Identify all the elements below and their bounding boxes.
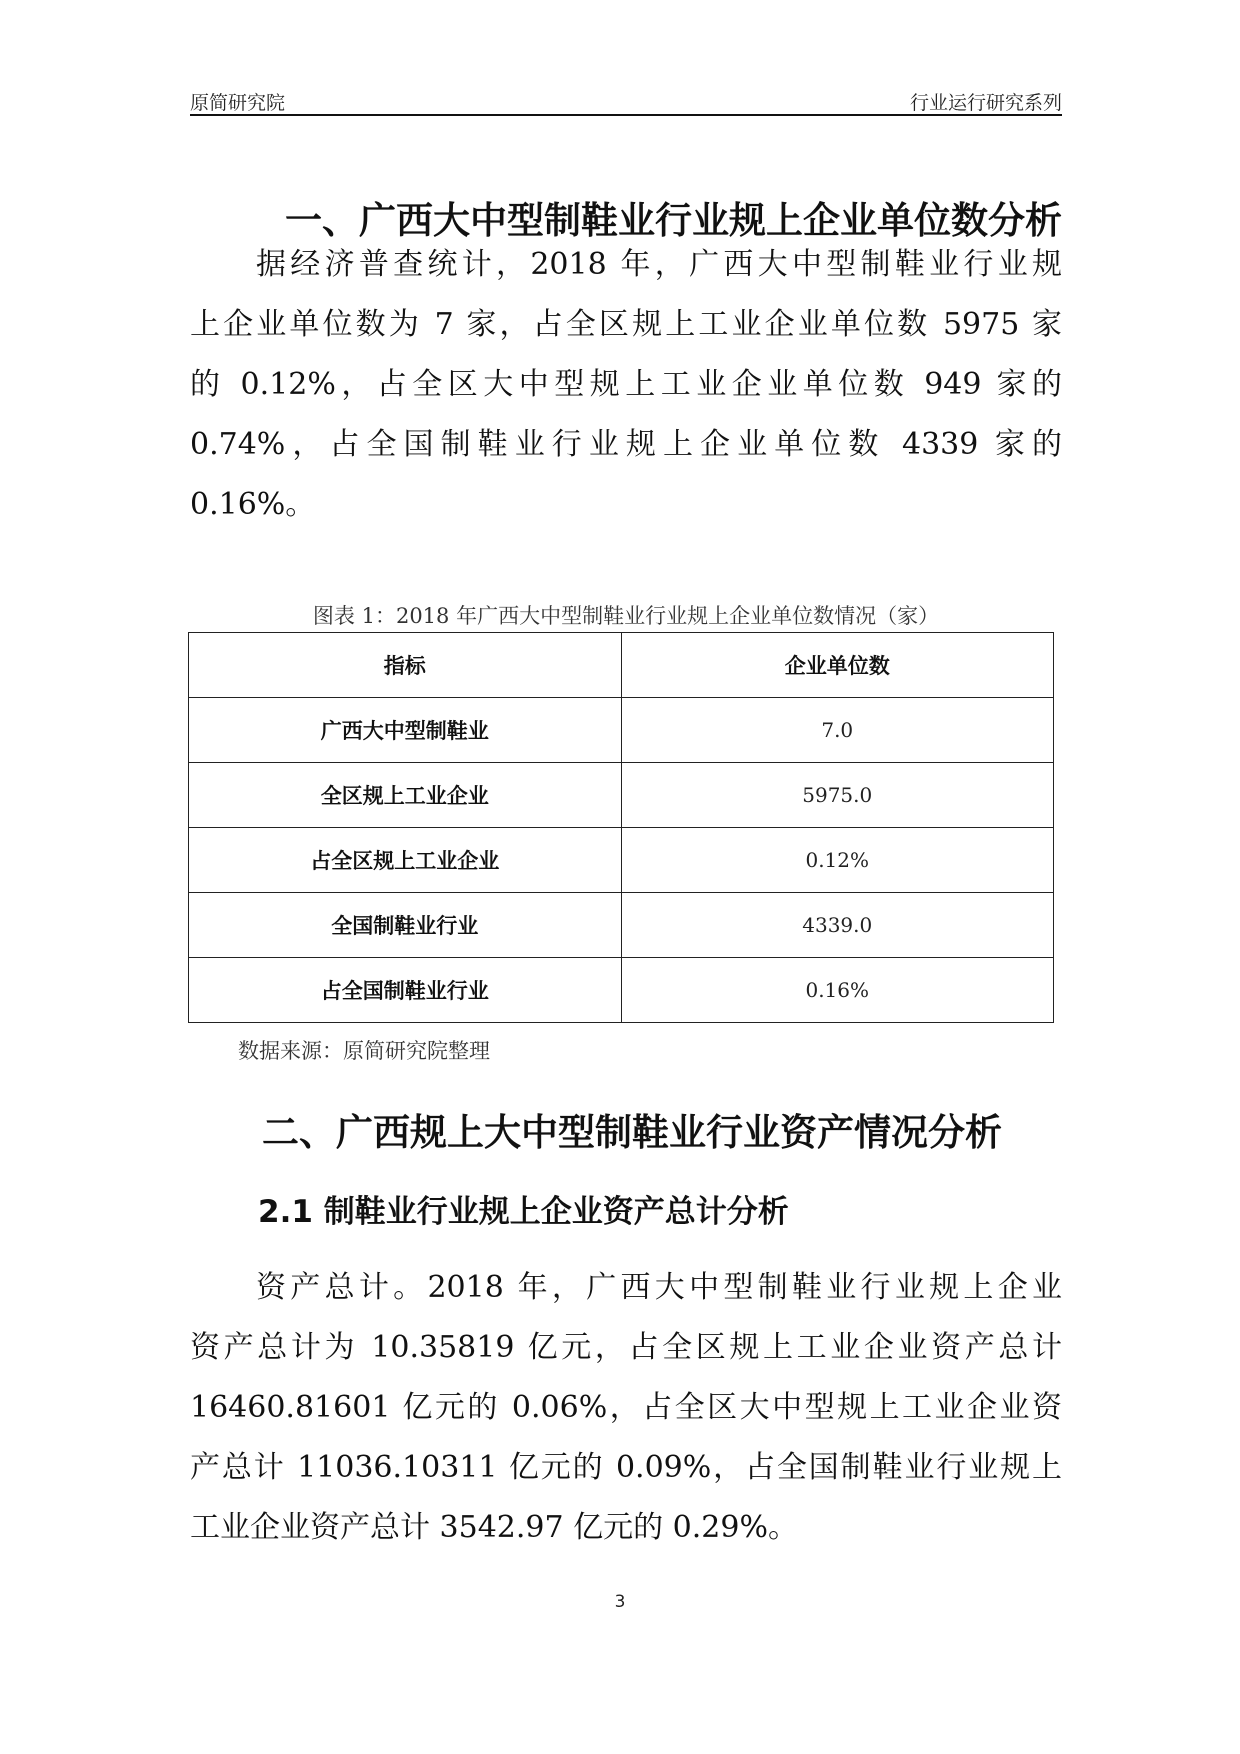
header-org-name: 原简研究院	[190, 92, 286, 114]
table-row	[189, 698, 1054, 763]
table-row-value: 0.12%	[621, 828, 1054, 893]
header-divider	[190, 114, 1062, 116]
page-header	[190, 86, 1062, 116]
table-row-value: 4339.0	[621, 893, 1054, 958]
table-row	[189, 893, 1054, 958]
section2-paragraph-line: 资产总计。2018 年，广西大中型制鞋业行业规上企业	[256, 1270, 1062, 1305]
section2-paragraph-line: 工业企业资产总计 3542.97 亿元的 0.29%。	[190, 1510, 798, 1545]
section2-subtitle: 2.1 制鞋业行业规上企业资产总计分析	[258, 1194, 789, 1230]
section2-title: 二、广西规上大中型制鞋业行业资产情况分析	[262, 1111, 1002, 1154]
section2-paragraph-line: 16460.81601 亿元的 0.06%，占全区大中型规上工业企业资	[190, 1390, 1062, 1425]
section1-title: 一、广西大中型制鞋业行业规上企业单位数分析	[285, 199, 1062, 242]
table-row-label: 占全国制鞋业行业	[189, 958, 622, 1023]
table-row-label: 广西大中型制鞋业	[189, 698, 622, 763]
table-header-row	[189, 633, 1054, 698]
table-row-value: 7.0	[621, 698, 1054, 763]
table-header-cell: 企业单位数	[621, 633, 1054, 698]
table-row	[189, 958, 1054, 1023]
page-number: 3	[614, 1592, 626, 1612]
table1-source-note: 数据来源：原简研究院整理	[238, 1039, 490, 1063]
table1-caption: 图表 1：2018 年广西大中型制鞋业行业规上企业单位数情况（家）	[312, 604, 940, 628]
table-header-cell: 指标	[189, 633, 622, 698]
table1	[188, 632, 1054, 1023]
table-row-label: 全国制鞋业行业	[189, 893, 622, 958]
section2-paragraph-line: 资产总计为 10.35819 亿元，占全区规上工业企业资产总计	[190, 1330, 1062, 1365]
table-row-label: 全区规上工业企业	[189, 763, 622, 828]
table-row	[189, 763, 1054, 828]
section1-paragraph-line: 据经济普查统计，2018 年，广西大中型制鞋业行业规	[256, 247, 1062, 282]
header-series-name: 行业运行研究系列	[909, 92, 1062, 114]
section2-paragraph-line: 产总计 11036.10311 亿元的 0.09%，占全国制鞋业行业规上	[190, 1450, 1062, 1485]
section1-paragraph-line: 上企业单位数为 7 家，占全区规上工业企业单位数 5975 家	[190, 307, 1062, 342]
table-row	[189, 828, 1054, 893]
table-row-value: 5975.0	[621, 763, 1054, 828]
section1-paragraph-line: 的 0.12%，占全区大中型规上工业企业单位数 949 家的	[190, 367, 1062, 402]
table-row-value: 0.16%	[621, 958, 1054, 1023]
table-row-label: 占全区规上工业企业	[189, 828, 622, 893]
section1-paragraph-line: 0.16%。	[190, 487, 316, 522]
section1-paragraph-line: 0.74%，占全国制鞋业行业规上企业单位数 4339 家的	[190, 427, 1062, 462]
